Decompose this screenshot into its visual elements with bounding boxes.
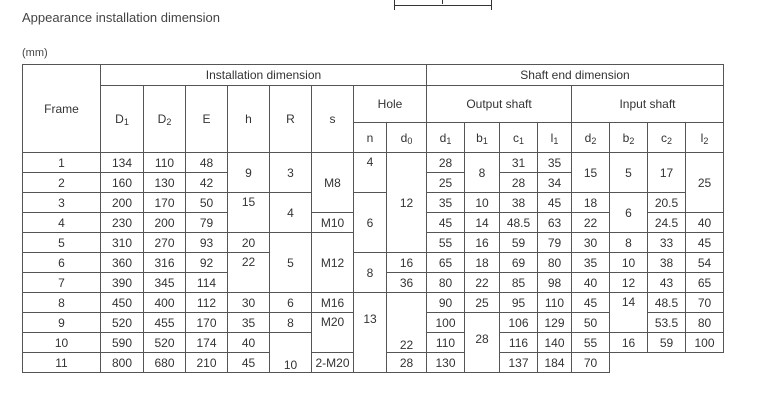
cell-D2: 110: [144, 153, 186, 173]
cell-b1: 16: [465, 233, 500, 253]
header-row-1: [23, 65, 724, 86]
cell-h: 9: [228, 153, 270, 193]
cell-l2: 80: [686, 313, 724, 333]
cell-D2: 170: [144, 193, 186, 213]
cell-c2: 17: [648, 153, 686, 193]
table-row: [23, 293, 724, 313]
header-d2: $d_2$: [572, 123, 610, 153]
cell-c1: 95: [500, 293, 538, 313]
cell-c1: 106: [500, 313, 538, 333]
cell-D1: 520: [101, 313, 144, 333]
cell-E: 50: [186, 193, 228, 213]
header-l1: $l_1$: [538, 123, 572, 153]
cell-b1: 22: [465, 273, 500, 293]
cell-R: 5: [270, 233, 312, 293]
cell-b2: 6: [610, 193, 648, 233]
cell-l1: 34: [538, 173, 572, 193]
frame-cell: 6: [23, 253, 101, 273]
cell-l2: 25: [686, 153, 724, 213]
cell-b2: 14: [610, 293, 648, 333]
empty-cell: [610, 353, 724, 373]
cell-h: 15: [228, 193, 270, 233]
cell-b1: 8: [465, 153, 500, 193]
cell-D2: 316: [144, 253, 186, 273]
header-c2: $c_2$: [648, 123, 686, 153]
cell-d1: 80: [427, 273, 465, 293]
header-installation-dimension: Installation dimension: [101, 65, 427, 86]
cell-s: M20: [312, 313, 354, 353]
cell-n: 6: [354, 193, 387, 253]
cell-d2: 18: [572, 193, 610, 213]
cell-l1: 140: [538, 333, 572, 353]
frame-cell: 11: [23, 353, 101, 373]
cell-l2: 100: [686, 333, 724, 353]
cell-D1: 450: [101, 293, 144, 313]
cell-E: 112: [186, 293, 228, 313]
cell-b1: 10: [465, 193, 500, 213]
cell-n: 13: [354, 293, 387, 373]
cell-s: M8: [312, 153, 354, 213]
cell-c1: 69: [500, 253, 538, 273]
header-hole: Hole: [354, 86, 427, 123]
page-title: Appearance installation dimension: [22, 10, 221, 25]
cell-l2: 65: [686, 273, 724, 293]
cell-D2: 680: [144, 353, 186, 373]
header-l2: $l_2$: [686, 123, 724, 153]
cell-c1: 59: [500, 233, 538, 253]
cell-c1: 31: [500, 153, 538, 173]
cell-E: 48: [186, 153, 228, 173]
header-E: E: [186, 86, 228, 153]
header-d0: $d_0$: [387, 123, 427, 153]
cell-c1: 28: [500, 173, 538, 193]
cell-d1: 65: [427, 253, 465, 273]
cell-D1: 134: [101, 153, 144, 173]
cell-d1: 90: [427, 293, 465, 313]
cell-d0: 28: [387, 353, 427, 373]
cell-h: 35: [228, 313, 270, 333]
cell-D2: 270: [144, 233, 186, 253]
cell-d2: 45: [572, 293, 610, 313]
header-D2: $D_2$: [144, 86, 186, 153]
table-row: [23, 153, 724, 173]
cell-l1: 184: [538, 353, 572, 373]
cell-E: 170: [186, 313, 228, 333]
cell-l1: 80: [538, 253, 572, 273]
cell-c2: 38: [648, 253, 686, 273]
cell-d2: 55: [572, 333, 610, 353]
header-b1: $b_1$: [465, 123, 500, 153]
cell-d0: 36: [387, 273, 427, 293]
cell-d0: 16: [387, 253, 427, 273]
header-D1: $D_1$: [101, 86, 144, 153]
cell-E: 42: [186, 173, 228, 193]
cell-R: 10: [270, 333, 312, 373]
frame-cell: 8: [23, 293, 101, 313]
cell-R: 6: [270, 293, 312, 313]
cell-h: 45: [228, 353, 270, 373]
cell-s: 2-M20: [312, 353, 354, 373]
cell-l1: 79: [538, 233, 572, 253]
cell-l1: 45: [538, 193, 572, 213]
cell-c1: 85: [500, 273, 538, 293]
cell-h: 40: [228, 333, 270, 353]
header-s: s: [312, 86, 354, 153]
cell-d2: 40: [572, 273, 610, 293]
table-row: [23, 253, 724, 273]
cell-l2: 54: [686, 253, 724, 273]
cell-l2: 45: [686, 233, 724, 253]
cell-h: 20: [228, 233, 270, 253]
cell-D1: 160: [101, 173, 144, 193]
cell-D2: 520: [144, 333, 186, 353]
cell-d0: 22: [387, 293, 427, 353]
cell-d1: 55: [427, 233, 465, 253]
frame-cell: 9: [23, 313, 101, 333]
cell-s: M12: [312, 233, 354, 293]
cell-d1: 110: [427, 333, 465, 353]
cell-d2: 30: [572, 233, 610, 253]
cell-D2: 400: [144, 293, 186, 313]
cell-d2: 70: [572, 353, 610, 373]
cell-d1: 130: [427, 353, 465, 373]
cell-d2: 50: [572, 313, 610, 333]
cell-b2: 5: [610, 153, 648, 193]
header-row-2: [23, 86, 724, 123]
dimension-line-graphic: [394, 0, 492, 10]
cell-b1: 25: [465, 293, 500, 313]
cell-D1: 800: [101, 353, 144, 373]
cell-d2: 15: [572, 153, 610, 193]
cell-E: 93: [186, 233, 228, 253]
header-n: n: [354, 123, 387, 153]
cell-D1: 590: [101, 333, 144, 353]
cell-D2: 345: [144, 273, 186, 293]
frame-cell: 10: [23, 333, 101, 353]
cell-E: 114: [186, 273, 228, 293]
cell-l2: 70: [686, 293, 724, 313]
frame-cell: 1: [23, 153, 101, 173]
unit-label: (mm): [22, 47, 48, 59]
cell-E: 79: [186, 213, 228, 233]
header-input-shaft: Input shaft: [572, 86, 724, 123]
cell-d1: 35: [427, 193, 465, 213]
cell-d1: 100: [427, 313, 465, 333]
table-row: [23, 193, 724, 213]
cell-D2: 200: [144, 213, 186, 233]
header-output-shaft: Output shaft: [427, 86, 572, 123]
cell-c1: 116: [500, 333, 538, 353]
cell-d1: 25: [427, 173, 465, 193]
cell-s: M10: [312, 213, 354, 233]
cell-c1: 38: [500, 193, 538, 213]
header-c1: $c_1$: [500, 123, 538, 153]
cell-c2: 59: [648, 333, 686, 353]
cell-d2: 22: [572, 213, 610, 233]
cell-s: M16: [312, 293, 354, 313]
cell-d1: 45: [427, 213, 465, 233]
header-shaft-end-dimension: Shaft end dimension: [427, 65, 724, 86]
cell-n: 8: [354, 253, 387, 293]
cell-c1: 48.5: [500, 213, 538, 233]
cell-l1: 129: [538, 313, 572, 333]
cell-b1: 28: [465, 313, 500, 373]
header-frame: Frame: [23, 65, 101, 153]
cell-b2: 8: [610, 233, 648, 253]
cell-c1: 137: [500, 353, 538, 373]
cell-l1: 63: [538, 213, 572, 233]
cell-d2: 35: [572, 253, 610, 273]
cell-D1: 310: [101, 233, 144, 253]
cell-R: 3: [270, 153, 312, 193]
cell-d1: 28: [427, 153, 465, 173]
cell-h: 30: [228, 293, 270, 313]
cell-R: 4: [270, 193, 312, 233]
cell-c2: 24.5: [648, 213, 686, 233]
cell-d0: 12: [387, 153, 427, 253]
cell-b1: 18: [465, 253, 500, 273]
cell-l1: 98: [538, 273, 572, 293]
cell-E: 210: [186, 353, 228, 373]
cell-l1: 110: [538, 293, 572, 313]
cell-n: 4: [354, 153, 387, 193]
cell-D1: 390: [101, 273, 144, 293]
cell-R: 8: [270, 313, 312, 333]
cell-b2: 16: [610, 333, 648, 353]
cell-l2: 40: [686, 213, 724, 233]
cell-c2: 43: [648, 273, 686, 293]
cell-E: 174: [186, 333, 228, 353]
frame-cell: 7: [23, 273, 101, 293]
frame-cell: 4: [23, 213, 101, 233]
cell-l1: 35: [538, 153, 572, 173]
cell-b2: 10: [610, 253, 648, 273]
header-d1: $d_1$: [427, 123, 465, 153]
cell-c2: 33: [648, 233, 686, 253]
cell-E: 92: [186, 253, 228, 273]
frame-cell: 5: [23, 233, 101, 253]
frame-cell: 2: [23, 173, 101, 193]
cell-D2: 455: [144, 313, 186, 333]
header-h: h: [228, 86, 270, 153]
cell-h: 22: [228, 253, 270, 293]
cell-D1: 360: [101, 253, 144, 273]
cell-D1: 200: [101, 193, 144, 213]
cell-D1: 230: [101, 213, 144, 233]
cell-c2: 53.5: [648, 313, 686, 333]
cell-b1: 14: [465, 213, 500, 233]
cell-D2: 130: [144, 173, 186, 193]
cell-c2: 48.5: [648, 293, 686, 313]
frame-cell: 3: [23, 193, 101, 213]
dimension-table: [22, 64, 724, 373]
cell-c2: 20.5: [648, 193, 686, 213]
cell-b2: 12: [610, 273, 648, 293]
header-b2: $b_2$: [610, 123, 648, 153]
header-R: R: [270, 86, 312, 153]
